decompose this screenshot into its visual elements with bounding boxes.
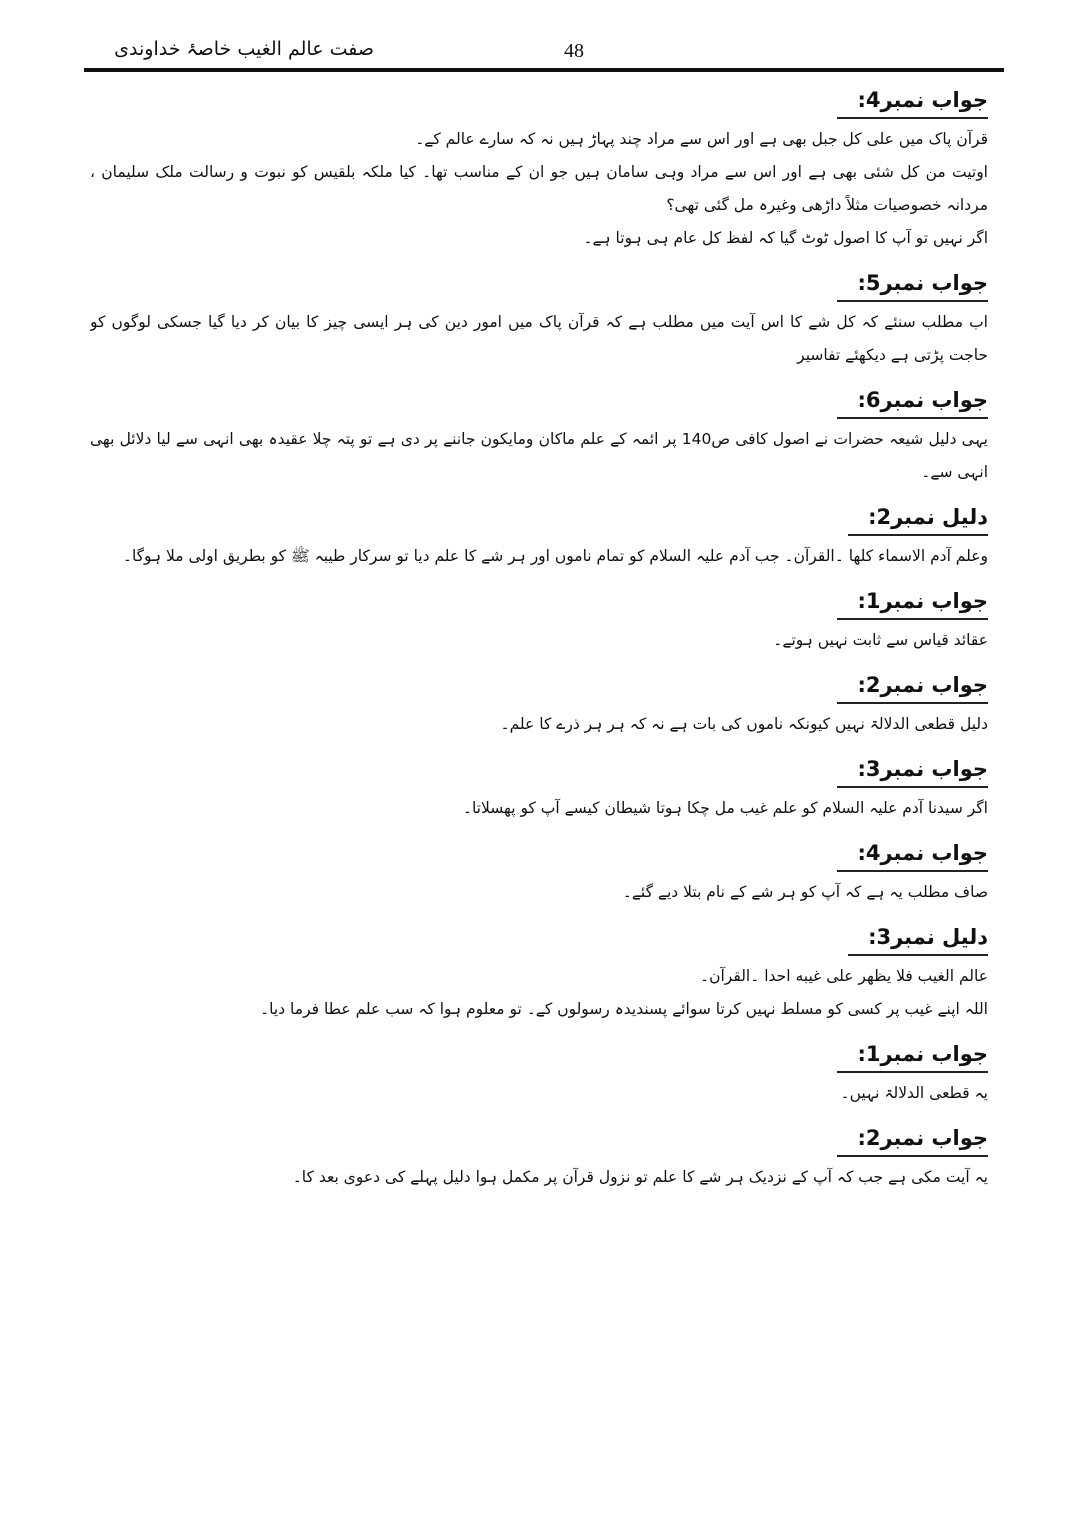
text-line: اگر نہیں تو آپ کا اصول ٹوٹ گیا کہ لفظ کل عام ہی ہوتا ہے۔ [583,229,988,247]
section-heading: جواب نمبر5: [837,271,988,302]
page-header [84,28,1004,70]
page-body [90,78,988,1200]
text-line: یہی دلیل شیعہ حضرات نے اصول کافی ص140 پر ائمہ کے علم ماکان ومایکون جاننے پر دی ہے تو پتہ چلا عقیدہ بھی انہی سے لیا دلائل بھی [90,430,988,448]
section-heading: جواب نمبر2: [837,673,988,704]
section-heading: جواب نمبر1: [837,589,988,620]
section-heading-row [90,747,988,798]
section-heading-row [90,1116,988,1167]
text-line: اب مطلب سنئے کہ کل شے کا اس آیت میں مطلب ہے کہ قرآن پاک میں امور دین کی ہر ایسی چیز کا بیان کر دیا گیا جسکی لوگوں کو [90,313,988,331]
page-number: 48 [564,40,584,62]
section-heading-row [90,579,988,630]
section-heading-row [90,261,988,312]
section-heading: دلیل نمبر2: [848,505,988,536]
text-line: اللہ اپنے غیب پر کسی کو مسلط نہیں کرتا سوائے پسندیدہ رسولوں کے۔ تو معلوم ہوا کہ سب علم عطا فرما دیا۔ [260,1000,988,1018]
section-heading-row [90,663,988,714]
text-line: اگر سیدنا آدم علیہ السلام کو علم غیب مل چکا ہوتا شیطان کیسے آپ کو پھسلاتا۔ [462,799,988,817]
section-heading: جواب نمبر2: [837,1126,988,1157]
text-line: اوتیت من کل شئی بھی ہے اور اس سے مراد وہی سامان ہیں جو ان کے مناسب تھا۔ کیا ملکہ بلقیس کو نبوت و رسالت ملک سلیمان ، [90,163,988,181]
text-line: یہ قطعی الدلالۃ نہیں۔ [840,1084,988,1102]
section-heading: جواب نمبر3: [837,757,988,788]
section-heading: جواب نمبر4: [837,841,988,872]
section-heading: جواب نمبر6: [837,388,988,419]
text-line: دلیل قطعی الدلالۃ نہیں کیونکہ ناموں کی بات ہے نہ کہ ہر ہر ذرے کا علم۔ [500,715,988,733]
section-heading-row [90,1032,988,1083]
text-line: وعلم آدم الاسماء کلها ۔القرآن۔ جب آدم علیہ السلام کو تمام ناموں اور ہر شے کا علم دیا تو سرکار طیبہ ﷺ کو بطریق اولی ملا ہوگا۔ [122,547,988,565]
text-line: عالم الغیب فلا یظهر علی غیبه احدا ۔القرآن۔ [700,967,988,985]
text-line: صاف مطلب یہ ہے کہ آپ کو ہر شے کے نام بتلا دیے گئے۔ [622,883,988,901]
section-heading-row [90,78,988,129]
section-heading: جواب نمبر1: [837,1042,988,1073]
header-rule [84,68,1004,72]
section-heading-row [90,378,988,429]
text-line: حاجت پڑتی ہے دیکھئے تفاسیر [797,346,988,364]
running-title: صفت عالم الغیب خاصۂ خداوندی [114,38,374,60]
section-heading-row [90,915,988,966]
section-heading: دلیل نمبر3: [848,925,988,956]
text-line: یہ آیت مکی ہے جب کہ آپ کے نزدیک ہر شے کا علم تو نزول قرآن پر مکمل ہوا دلیل پہلے کی دعوی بعد کا۔ [292,1168,988,1186]
section-heading-row [90,495,988,546]
text-line: مردانہ خصوصیات مثلاً داڑھی وغیرہ مل گئی تھی؟ [666,196,988,214]
text-line: عقائد قیاس سے ثابت نہیں ہوتے۔ [773,631,988,649]
text-line: انہی سے۔ [921,463,988,481]
text-line: قرآن پاک میں علی کل جبل بھی ہے اور اس سے مراد چند پہاڑ ہیں نہ کہ سارے عالم کے۔ [415,130,988,148]
section-heading: جواب نمبر4: [837,88,988,119]
section-heading-row [90,831,988,882]
